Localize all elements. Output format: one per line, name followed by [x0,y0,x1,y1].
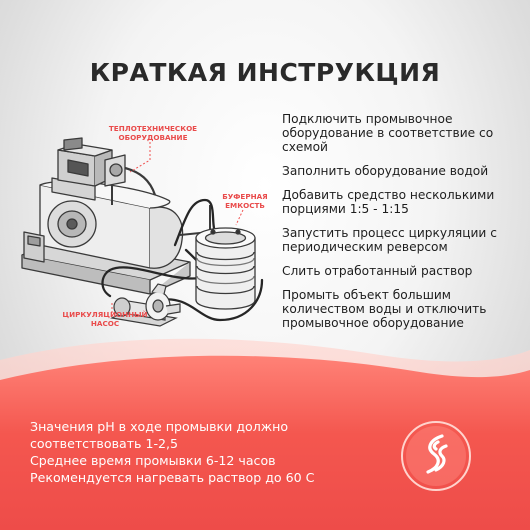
boiler-label-line-2: ОБОРУДОВАНИЕ [118,132,188,142]
pump-label-line-1: ЦИРКУЛЯЦИОННЫЙ [62,310,148,319]
tank-label-line-1: БУФЕРНАЯ [222,192,268,201]
step-5: Слить отработанный раствор [282,264,473,278]
brand-swirl-logo-icon [398,418,474,494]
step-1: Подключить промывочное оборудование в соответствие со схемой [282,112,494,154]
step-6: Промыть объект большим количеством воды и отключить промывочное оборудование [282,288,487,330]
tips-block [30,418,330,486]
tip-line-2: соответствовать 1-2,5 [30,436,179,451]
step-4: Запустить процесс циркуляции с периодическим реверсом [282,226,497,254]
tank-label-line-2: ЕМКОСТЬ [225,200,265,210]
pump-label [60,311,150,328]
boiler-label [108,125,198,142]
step-2: Заполнить оборудование водой [282,164,489,178]
instruction-steps [282,112,517,340]
tip-line-3: Среднее время промывки 6-12 часов [30,453,276,468]
pump-label-line-2: НАСОС [90,318,120,328]
boiler-label-line-1: ТЕПЛОТЕХНИЧЕСКОЕ [108,124,198,133]
tip-line-1: Значения pH в ходе промывки должно [30,419,289,434]
tip-line-4: Рекомендуется нагревать раствор до 60 С [30,470,315,485]
step-3: Добавить средство несколькими порциями 1:5 - 1:15 [282,188,495,216]
tank-label [217,193,273,210]
page-title: КРАТКАЯ ИНСТРУКЦИЯ [89,58,441,87]
